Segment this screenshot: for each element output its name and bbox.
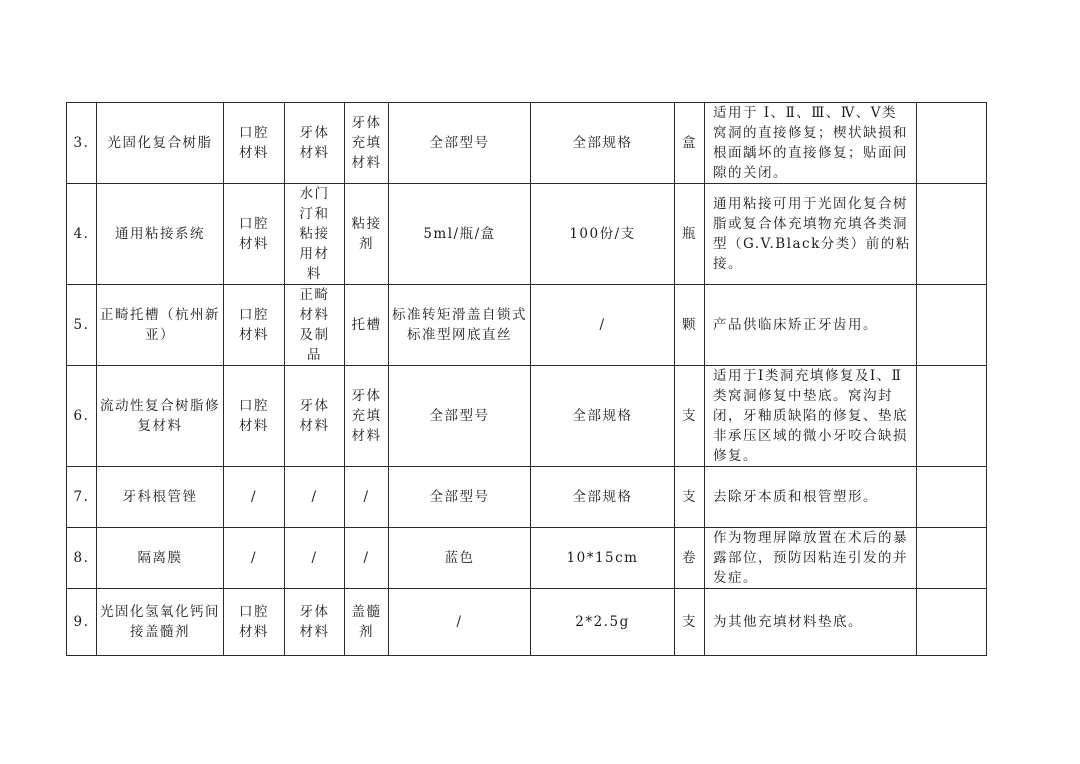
unit: 支 <box>675 467 705 528</box>
unit: 瓶 <box>675 184 705 285</box>
extra-cell <box>917 528 987 589</box>
table-row <box>67 467 987 528</box>
description: 适用于Ⅰ类洞充填修复及Ⅰ、Ⅱ类窝洞修复中垫底。窝沟封闭，牙釉质缺陷的修复、垫底非承压区域的微小牙咬合缺损修复。 <box>705 366 917 467</box>
row-number: 8. <box>67 528 97 589</box>
description: 作为物理屏障放置在术后的暴露部位，预防因粘连引发的并发症。 <box>705 528 917 589</box>
product-name: 光固化氢氧化钙间接盖髓剂 <box>97 589 224 656</box>
product-name: 通用粘接系统 <box>97 184 224 285</box>
category-level-3: 托槽 <box>345 285 389 366</box>
row-number: 9. <box>67 589 97 656</box>
product-name: 牙科根管锉 <box>97 467 224 528</box>
product-name: 流动性复合树脂修复材料 <box>97 366 224 467</box>
extra-cell <box>917 467 987 528</box>
category-level-1: 口腔 材料 <box>224 285 285 366</box>
category-level-3: 粘接 剂 <box>345 184 389 285</box>
unit: 支 <box>675 366 705 467</box>
description: 适用于 Ⅰ、Ⅱ、Ⅲ、Ⅳ、Ⅴ类窝洞的直接修复；楔状缺损和根面龋坏的直接修复；贴面间隙的关闭。 <box>705 103 917 184</box>
extra-cell <box>917 184 987 285</box>
category-level-3: / <box>345 528 389 589</box>
row-number: 7. <box>67 467 97 528</box>
category-level-2: 正畸 材料 及制 品 <box>285 285 345 366</box>
model: 全部型号 <box>389 467 531 528</box>
model: 全部型号 <box>389 366 531 467</box>
unit: 盒 <box>675 103 705 184</box>
category-level-3: 盖髓 剂 <box>345 589 389 656</box>
category-level-2: 水门 汀和 粘接 用材 料 <box>285 184 345 285</box>
specification: 2*2.5g <box>531 589 675 656</box>
model: 5ml/瓶/盒 <box>389 184 531 285</box>
table-row <box>67 285 987 366</box>
row-number: 4. <box>67 184 97 285</box>
description: 去除牙本质和根管塑形。 <box>705 467 917 528</box>
extra-cell <box>917 285 987 366</box>
description: 产品供临床矫正牙齿用。 <box>705 285 917 366</box>
category-level-1: 口腔 材料 <box>224 184 285 285</box>
category-level-1: 口腔 材料 <box>224 103 285 184</box>
category-level-2: 牙体 材料 <box>285 366 345 467</box>
specification: 全部规格 <box>531 366 675 467</box>
table-row <box>67 184 987 285</box>
unit: 卷 <box>675 528 705 589</box>
model: 蓝色 <box>389 528 531 589</box>
table-row <box>67 528 987 589</box>
category-level-2: / <box>285 528 345 589</box>
row-number: 5. <box>67 285 97 366</box>
category-level-2: 牙体 材料 <box>285 103 345 184</box>
product-table <box>66 102 987 656</box>
model: 全部型号 <box>389 103 531 184</box>
category-level-1: / <box>224 528 285 589</box>
table-row <box>67 366 987 467</box>
category-level-2: 牙体 材料 <box>285 589 345 656</box>
description: 为其他充填材料垫底。 <box>705 589 917 656</box>
specification: 10*15cm <box>531 528 675 589</box>
table-row <box>67 589 987 656</box>
specification: 全部规格 <box>531 467 675 528</box>
extra-cell <box>917 103 987 184</box>
specification: / <box>531 285 675 366</box>
product-name: 正畸托槽（杭州新亚） <box>97 285 224 366</box>
category-level-2: / <box>285 467 345 528</box>
row-number: 6. <box>67 366 97 467</box>
category-level-3: 牙体 充填 材料 <box>345 103 389 184</box>
model: 标准转矩滑盖自锁式标准型网底直丝 <box>389 285 531 366</box>
unit: 颗 <box>675 285 705 366</box>
description: 通用粘接可用于光固化复合树脂或复合体充填物充填各类洞型（G.V.Black分类）前的粘接。 <box>705 184 917 285</box>
specification: 100份/支 <box>531 184 675 285</box>
category-level-1: / <box>224 467 285 528</box>
row-number: 3. <box>67 103 97 184</box>
product-name: 隔离膜 <box>97 528 224 589</box>
extra-cell <box>917 589 987 656</box>
table-row <box>67 103 987 184</box>
model: / <box>389 589 531 656</box>
unit: 支 <box>675 589 705 656</box>
category-level-1: 口腔 材料 <box>224 366 285 467</box>
extra-cell <box>917 366 987 467</box>
product-name: 光固化复合树脂 <box>97 103 224 184</box>
category-level-3: 牙体 充填 材料 <box>345 366 389 467</box>
category-level-3: / <box>345 467 389 528</box>
specification: 全部规格 <box>531 103 675 184</box>
category-level-1: 口腔 材料 <box>224 589 285 656</box>
